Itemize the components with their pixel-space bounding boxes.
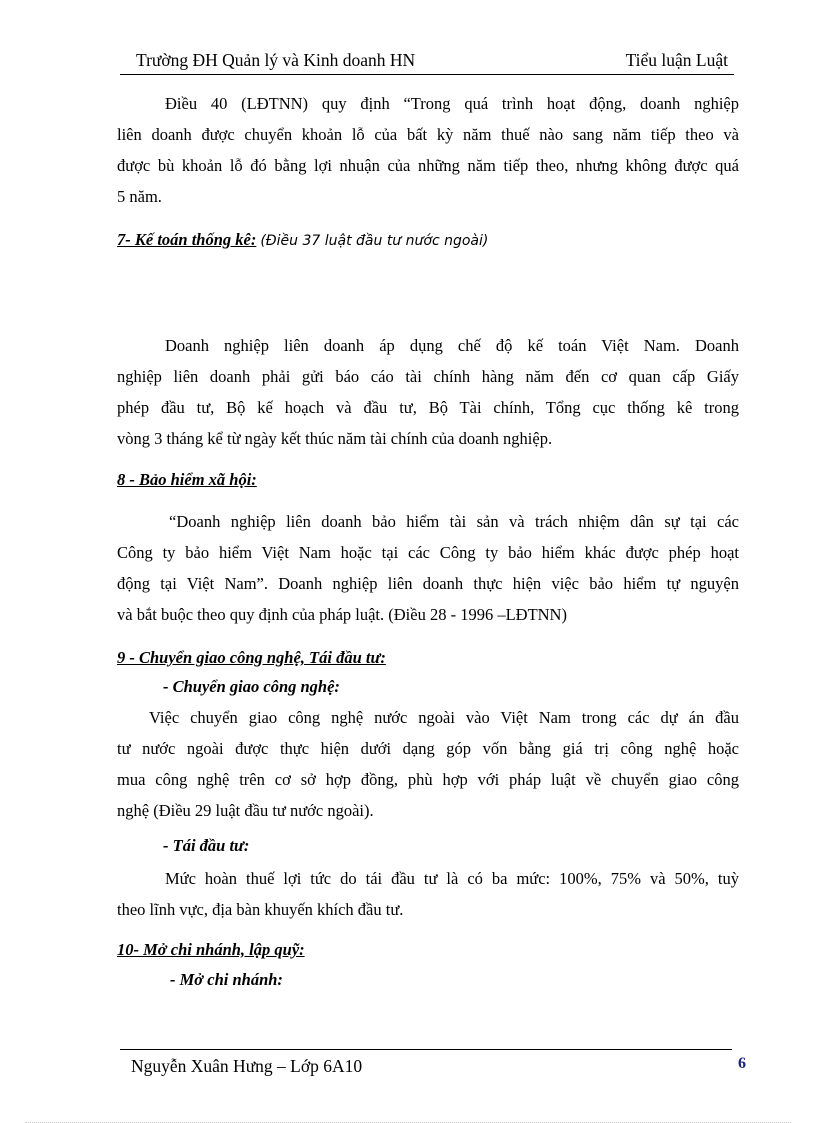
paragraph-article-40	[117, 92, 739, 212]
footer-author: Nguyễn Xuân Hưng – Lớp 6A10	[131, 1056, 363, 1076]
paragraph-reinvestment	[117, 867, 739, 927]
paragraph-accounting	[117, 334, 739, 454]
paragraph-technology-transfer	[117, 706, 739, 826]
section-9-heading: 9 - Chuyển giao công nghệ, Tái đầu tư:	[117, 648, 386, 667]
text-line: Doanh nghiệp liên doanh áp dụng chế độ kế toán Việt Nam. Doanh	[165, 336, 739, 355]
section-7-reference: (Điều 37 luật đầu tư nước ngoài)	[260, 233, 489, 249]
section-9-sub-technology-transfer: - Chuyển giao công nghệ:	[163, 677, 340, 696]
page-number: 6	[738, 1055, 746, 1072]
footer-divider	[120, 1049, 732, 1050]
text-line: “Doanh nghiệp liên doanh bảo hiểm tài sản và trách nhiệm dân sự tại các	[169, 512, 739, 531]
section-8-heading: 8 - Bảo hiểm xã hội:	[117, 470, 257, 489]
section-7-heading: 7- Kế toán thống kê:	[117, 230, 257, 249]
text-line: theo lĩnh vực, địa bàn khuyến khích đầu tư.	[117, 900, 404, 919]
paragraph-insurance	[117, 510, 739, 630]
text-line: 5 năm.	[117, 187, 162, 206]
section-10-heading: 10- Mở chi nhánh, lập quỹ:	[117, 940, 305, 959]
text-line: nghiệp liên doanh phải gửi báo cáo tài chính hàng năm đến cơ quan cấp Giấy	[117, 367, 739, 386]
text-line: vòng 3 tháng kể từ ngày kết thúc năm tài chính của doanh nghiệp.	[117, 429, 553, 448]
header-school: Trường ĐH Quản lý và Kinh doanh HN	[136, 50, 416, 70]
text-line: tư nước ngoài được thực hiện dưới dạng góp vốn bằng giá trị công nghệ hoặc	[117, 739, 739, 758]
text-line: mua công nghệ trên cơ sở hợp đồng, phù hợp với pháp luật về chuyển giao công	[117, 770, 739, 789]
section-7-heading-row	[117, 230, 488, 250]
text-line: Việc chuyển giao công nghệ nước ngoài vào Việt Nam trong các dự án đầu	[149, 708, 739, 727]
header-doc-title: Tiểu luận Luật	[625, 50, 728, 70]
text-line: Điều 40 (LĐTNN) quy định “Trong quá trình hoạt động, doanh nghiệp	[165, 94, 739, 113]
section-10-sub-branch: - Mở chi nhánh:	[170, 970, 283, 989]
text-line: phép đầu tư, Bộ kế hoạch và đầu tư, Bộ Tài chính, Tổng cục thống kê trong	[117, 398, 739, 417]
page-header	[120, 50, 734, 75]
text-line: Mức hoàn thuế lợi tức do tái đầu tư là có ba mức: 100%, 75% và 50%, tuỳ	[165, 869, 739, 888]
text-line: liên doanh được chuyển khoản lỗ của bất kỳ năm thuế nào sang năm tiếp theo và	[117, 125, 739, 144]
text-line: được bù khoản lỗ đó bằng lợi nhuận của những năm tiếp theo, nhưng không được quá	[117, 156, 739, 175]
text-line: động tại Việt Nam”. Doanh nghiệp liên doanh thực hiện việc bảo hiểm tự nguyện	[117, 574, 739, 593]
section-9-sub-reinvestment: - Tái đầu tư:	[163, 836, 250, 855]
text-line: và bắt buộc theo quy định của pháp luật. (Điều 28 - 1996 –LĐTNN)	[117, 605, 567, 624]
text-line: Công ty bảo hiểm Việt Nam hoặc tại các Công ty bảo hiểm khác được phép hoạt	[117, 543, 739, 562]
text-line: nghệ (Điều 29 luật đầu tư nước ngoài).	[117, 801, 374, 820]
